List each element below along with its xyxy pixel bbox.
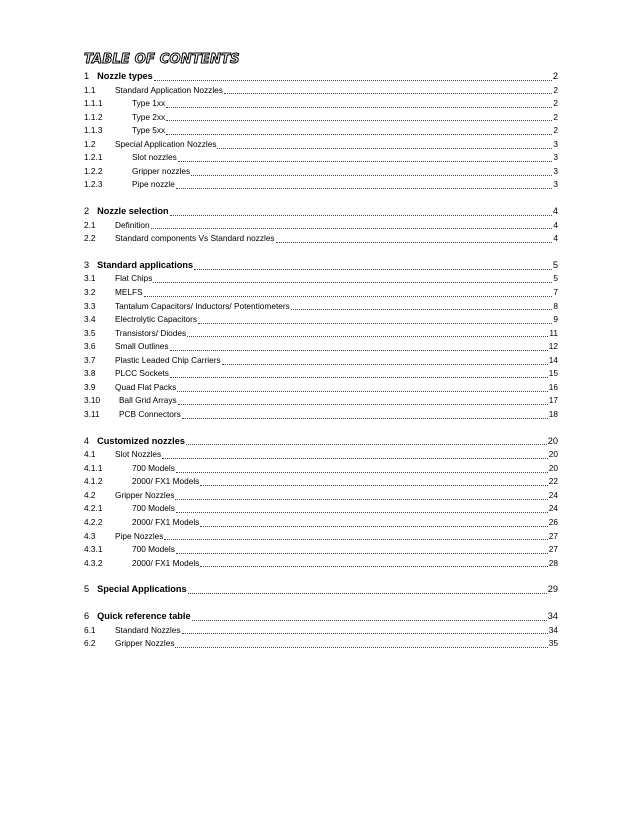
- toc-entry-number: 4.3.2: [84, 557, 103, 568]
- toc-entry[interactable]: [84, 610, 558, 624]
- toc-entry-title: Pipe Nozzles: [115, 530, 164, 541]
- toc-entry[interactable]: [84, 516, 558, 530]
- dot-leader: [276, 241, 553, 243]
- toc-entry-page: 3: [553, 179, 558, 190]
- toc-entry-number: 1.1.2: [84, 111, 103, 122]
- toc-entry-title: PLCC Sockets: [115, 368, 169, 379]
- toc-entry-title: 2000/ FX1 Models: [132, 476, 200, 487]
- toc-entry-title: Type 1xx: [132, 98, 166, 109]
- toc-entry-title: PCB Connectors: [119, 408, 181, 419]
- toc-entry-title: Plastic Leaded Chip Carriers: [115, 354, 221, 365]
- toc-entry[interactable]: [84, 165, 558, 179]
- toc-entry-title: 700 Models: [132, 462, 175, 473]
- toc-entry-number: 6: [84, 611, 90, 622]
- toc-entry[interactable]: [84, 259, 558, 273]
- toc-entry-page: 20: [548, 449, 558, 460]
- toc-entry[interactable]: [84, 205, 558, 219]
- toc-entry-title: Special Application Nozzles: [115, 138, 217, 149]
- dot-leader: [176, 552, 548, 554]
- toc-entry-number: 3.7: [84, 354, 96, 365]
- toc-entry-page: 24: [548, 503, 558, 514]
- dot-leader: [192, 619, 547, 621]
- dot-leader: [176, 511, 548, 513]
- section-gap: [84, 192, 558, 205]
- toc-entry-title: Electrolytic Capacitors: [115, 314, 198, 325]
- dot-leader: [175, 646, 547, 648]
- toc-entry-number: 4.3.1: [84, 544, 103, 555]
- section-gap: [84, 570, 558, 583]
- toc-entry-page: 2: [553, 125, 558, 136]
- toc-entry-page: 28: [548, 557, 558, 568]
- dot-leader: [170, 214, 552, 216]
- toc-entry[interactable]: [84, 97, 558, 111]
- toc-entry-page: 3: [553, 152, 558, 163]
- toc-entry-page: 20: [548, 462, 558, 473]
- toc-entry[interactable]: [84, 637, 558, 651]
- toc-entry-number: 3.4: [84, 314, 96, 325]
- toc-entry-number: 1.1.3: [84, 125, 103, 136]
- dot-leader: [144, 295, 553, 297]
- dot-leader: [224, 92, 552, 94]
- toc-entry-number: 4.2.1: [84, 503, 103, 514]
- toc-entry-title: Slot Nozzles: [115, 449, 162, 460]
- toc-entry-page: 20: [547, 435, 558, 446]
- toc-entry-number: 1.1.1: [84, 98, 103, 109]
- dot-leader: [200, 525, 547, 527]
- toc-entry-page: 24: [548, 489, 558, 500]
- toc-entry[interactable]: [84, 340, 558, 354]
- toc-entry[interactable]: [84, 583, 558, 597]
- toc-entry-page: 4: [553, 219, 558, 230]
- toc-entry[interactable]: [84, 624, 558, 638]
- dot-leader: [162, 457, 548, 459]
- dot-leader: [166, 119, 552, 121]
- dot-leader: [154, 79, 552, 81]
- toc-entry-page: 16: [548, 381, 558, 392]
- toc-entry-number: 3.3: [84, 300, 96, 311]
- dot-leader: [177, 390, 547, 392]
- toc-entry-page: 8: [553, 300, 558, 311]
- dot-leader: [151, 227, 553, 229]
- dot-leader: [170, 376, 548, 378]
- toc-entry[interactable]: [84, 394, 558, 408]
- toc-heading: TABLE OF CONTENTS: [84, 52, 240, 67]
- toc-entry[interactable]: [84, 124, 558, 138]
- toc-entry[interactable]: [84, 272, 558, 286]
- toc-entry-title: Standard applications: [97, 259, 194, 270]
- toc-entry[interactable]: [84, 151, 558, 165]
- toc-entry-page: 29: [547, 584, 558, 595]
- toc-entry-page: 4: [552, 206, 558, 217]
- toc-entry-page: 2: [553, 98, 558, 109]
- dot-leader: [176, 471, 548, 473]
- toc-entry-page: 34: [547, 611, 558, 622]
- toc-entry-title: Gripper Nozzles: [115, 489, 175, 500]
- dot-leader: [170, 349, 548, 351]
- toc-entry-title: Special Applications: [97, 584, 187, 595]
- toc-entry[interactable]: [84, 530, 558, 544]
- section-gap: [84, 597, 558, 610]
- toc-entry-title: Standard Application Nozzles: [115, 84, 223, 95]
- toc-entry[interactable]: [84, 138, 558, 152]
- toc-entry[interactable]: [84, 381, 558, 395]
- toc-entry-number: 1.2.1: [84, 152, 103, 163]
- toc-entry-page: 18: [548, 408, 558, 419]
- toc-entry-page: 3: [553, 165, 558, 176]
- toc-entry-number: 1.1: [84, 84, 96, 95]
- dot-leader: [176, 187, 552, 189]
- toc-entry-title: Transistors/ Diodes: [115, 327, 187, 338]
- toc-entry-number: 3: [84, 259, 90, 270]
- dot-leader: [153, 281, 552, 283]
- toc-entry-title: Nozzle selection: [97, 206, 169, 217]
- toc-entry[interactable]: [84, 313, 558, 327]
- toc-entry-title: Customized nozzles: [97, 435, 185, 446]
- toc-entry[interactable]: [84, 502, 558, 516]
- toc-entry[interactable]: [84, 219, 558, 233]
- toc-entry-page: 34: [548, 624, 558, 635]
- toc-entry[interactable]: [84, 435, 558, 449]
- toc-entry-title: Small Outlines: [115, 341, 169, 352]
- dot-leader: [217, 147, 552, 149]
- toc-entry-number: 3.2: [84, 287, 96, 298]
- dot-leader: [182, 632, 548, 634]
- toc-entry-page: 11: [549, 327, 558, 338]
- toc-entry-title: Pipe nozzle: [132, 179, 175, 190]
- toc-entry-title: Standard Nozzles: [115, 624, 181, 635]
- toc-entry[interactable]: [84, 354, 558, 368]
- dot-leader: [291, 308, 553, 310]
- dot-leader: [194, 268, 552, 270]
- dot-leader: [175, 498, 547, 500]
- toc-entry-title: Definition: [115, 219, 150, 230]
- dot-leader: [200, 484, 547, 486]
- dot-leader: [200, 565, 547, 567]
- dot-leader: [191, 174, 552, 176]
- toc-entry-number: 3.8: [84, 368, 96, 379]
- toc-entry-page: 5: [552, 259, 558, 270]
- toc-entry-number: 4.2.2: [84, 516, 103, 527]
- toc-entry-page: 17: [548, 395, 558, 406]
- toc-entry-number: 5: [84, 584, 90, 595]
- toc-entry[interactable]: [84, 543, 558, 557]
- toc-entry-number: 6.1: [84, 624, 96, 635]
- toc-entry[interactable]: [84, 489, 558, 503]
- dot-leader: [166, 133, 552, 135]
- toc-entry-number: 3.10: [84, 395, 101, 406]
- dot-leader: [178, 403, 548, 405]
- dot-leader: [187, 335, 548, 337]
- dot-leader: [178, 160, 553, 162]
- dot-leader: [182, 417, 548, 419]
- toc-entry-title: 700 Models: [132, 544, 175, 555]
- toc-entry[interactable]: [84, 462, 558, 476]
- toc-entry-title: Gripper Nozzles: [115, 638, 175, 649]
- toc-entry-title: Tantalum Capacitors/ Inductors/ Potentiometers: [115, 300, 290, 311]
- toc-entry[interactable]: [84, 557, 558, 571]
- toc-entry[interactable]: [84, 84, 558, 98]
- toc-entry-title: 2000/ FX1 Models: [132, 516, 200, 527]
- toc-entry-title: Quad Flat Packs: [115, 381, 177, 392]
- toc-entry-title: Ball Grid Arrays: [119, 395, 177, 406]
- toc-entry-page: 35: [548, 638, 558, 649]
- toc-entry-page: 14: [548, 354, 558, 365]
- toc-entry-page: 3: [553, 138, 558, 149]
- toc-entry-page: 22: [548, 476, 558, 487]
- toc-entry[interactable]: [84, 475, 558, 489]
- toc-entry[interactable]: [84, 327, 558, 341]
- toc-entry-page: 5: [553, 273, 558, 284]
- toc-entry-number: 4.1.1: [84, 462, 103, 473]
- toc-entry-number: 2.1: [84, 219, 96, 230]
- toc-entry[interactable]: [84, 367, 558, 381]
- toc-entry-title: Standard components Vs Standard nozzles: [115, 233, 275, 244]
- toc-entry-number: 3.1: [84, 273, 96, 284]
- section-gap: [84, 422, 558, 435]
- toc-entry-number: 3.6: [84, 341, 96, 352]
- toc-entry-number: 3.9: [84, 381, 96, 392]
- toc-entry-page: 12: [548, 341, 558, 352]
- toc-entry-title: Flat Chips: [115, 273, 153, 284]
- toc-entry-page: 27: [548, 544, 558, 555]
- toc-entry-title: Nozzle types: [97, 71, 153, 81]
- toc-entry[interactable]: [84, 232, 558, 246]
- toc-entry-number: 4.2: [84, 489, 96, 500]
- toc-entry-number: 4.1.2: [84, 476, 103, 487]
- toc-entry-number: 4.3: [84, 530, 96, 541]
- toc-entry[interactable]: [84, 448, 558, 462]
- toc-entry-number: 1.2.3: [84, 179, 103, 190]
- toc-entry-title: Type 5xx: [132, 125, 166, 136]
- toc-entry[interactable]: [84, 300, 558, 314]
- section-gap: [84, 246, 558, 259]
- dot-leader: [166, 106, 552, 108]
- toc-entry[interactable]: [84, 408, 558, 422]
- toc-entry-title: MELFS: [115, 287, 143, 298]
- toc-entry-title: 700 Models: [132, 503, 175, 514]
- toc-entry-page: 2: [552, 71, 558, 81]
- dot-leader: [198, 322, 552, 324]
- toc-entry-title: Gripper nozzles: [132, 165, 191, 176]
- toc-entry-page: 4: [553, 233, 558, 244]
- toc-entry-number: 2: [84, 206, 90, 217]
- toc-entry-number: 3.11: [84, 408, 100, 419]
- toc-entry-number: 2.2: [84, 233, 96, 244]
- dot-leader: [188, 592, 547, 594]
- dot-leader: [164, 538, 547, 540]
- dot-leader: [222, 363, 548, 365]
- table-of-contents: [84, 70, 558, 651]
- toc-entry-number: 6.2: [84, 638, 96, 649]
- toc-entry[interactable]: [84, 70, 558, 84]
- toc-entry-number: 3.5: [84, 327, 96, 338]
- toc-entry-title: Type 2xx: [132, 111, 166, 122]
- toc-entry-page: 2: [553, 111, 558, 122]
- toc-entry[interactable]: [84, 111, 558, 125]
- toc-entry-page: 7: [553, 287, 558, 298]
- toc-entry-title: Quick reference table: [97, 611, 191, 622]
- toc-entry-page: 26: [548, 516, 558, 527]
- dot-leader: [186, 443, 547, 445]
- toc-entry-title: Slot nozzles: [132, 152, 177, 163]
- toc-entry-page: 2: [553, 84, 558, 95]
- toc-entry[interactable]: [84, 178, 558, 192]
- toc-entry-title: 2000/ FX1 Models: [132, 557, 200, 568]
- toc-entry[interactable]: [84, 286, 558, 300]
- toc-entry-page: 27: [548, 530, 558, 541]
- toc-entry-number: 1.2: [84, 138, 96, 149]
- toc-entry-number: 4.1: [84, 449, 96, 460]
- toc-entry-page: 9: [553, 314, 558, 325]
- toc-entry-page: 15: [548, 368, 558, 379]
- toc-entry-number: 1: [84, 71, 90, 81]
- toc-entry-number: 4: [84, 435, 90, 446]
- toc-entry-number: 1.2.2: [84, 165, 103, 176]
